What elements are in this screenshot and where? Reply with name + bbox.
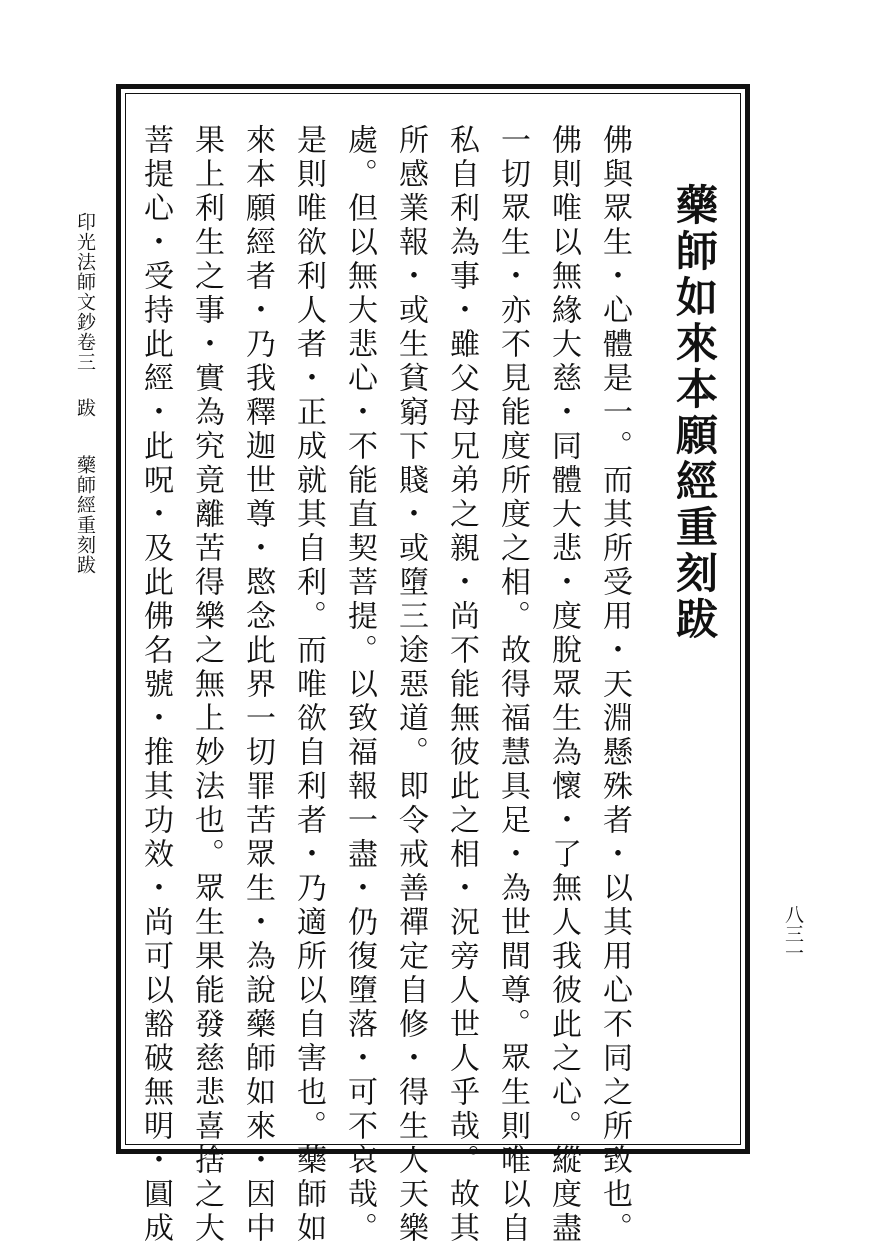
body-column: 來本願經者・乃我釋迦世尊・愍念此界一切罪苦眾生・為說藥師如來・因中 — [240, 124, 275, 1246]
body-column: 一切眾生・亦不見能度所度之相。故得福慧具足・為世間尊。眾生則唯以自 — [495, 124, 530, 1246]
body-column: 佛與眾生・心體是一。而其所受用・天淵懸殊者・以其用心不同之所致也。 — [597, 124, 632, 1246]
body-column: 佛則唯以無緣大慈・同體大悲・度脫眾生為懷・了無人我彼此之心。縱度盡 — [546, 124, 581, 1246]
body-column: 菩提心・受持此經・此呪・及此佛名號・推其功效・尚可以豁破無明・圓成 — [138, 124, 173, 1246]
page-number: 八三一 — [782, 905, 804, 962]
body-column: 果上利生之事・實為究竟離苦得樂之無上妙法也。眾生果能發慈悲喜捨之大 — [189, 124, 224, 1246]
margin-section-label: 跋 — [74, 398, 96, 418]
margin-book-title: 印光法師文鈔卷三 — [74, 212, 96, 372]
body-column: 處。但以無大悲心・不能直契菩提。以致福報一盡・仍復墮落・可不哀哉。 — [342, 124, 377, 1246]
body-column: 私自利為事・雖父母兄弟之親・尚不能無彼此之相・況旁人世人乎哉。故其 — [444, 124, 479, 1246]
margin-subtitle: 藥師經重刻跋 — [74, 455, 96, 575]
body-column: 所感業報・或生貧窮下賤・或墮三途惡道。即令戒善禪定自修・得生人天樂 — [393, 124, 428, 1246]
body-column: 是則唯欲利人者・正成就其自利。而唯欲自利者・乃適所以自害也。藥師如 — [291, 124, 326, 1246]
document-title: 藥師如來本願經重刻跋 — [670, 183, 719, 643]
